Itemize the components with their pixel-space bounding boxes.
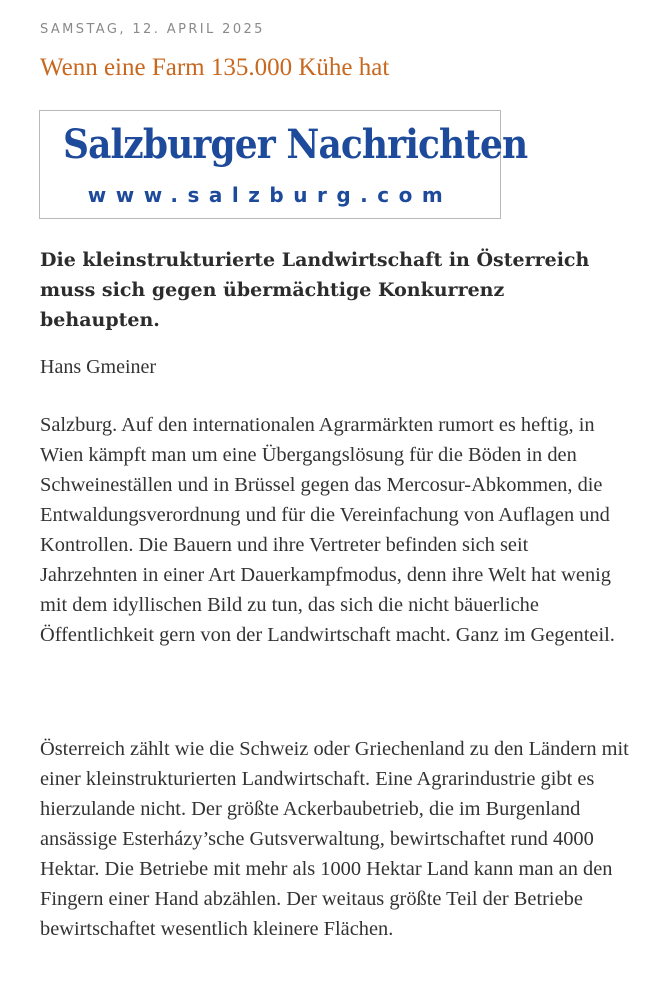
article-date: SAMSTAG, 12. APRIL 2025 <box>40 22 265 37</box>
article-paragraph: Österreich zählt wie die Schweiz oder Griechenland zu den Ländern mit einer kleinstrukturierten Landwirtschaft. Eine Agrarindustrie gibt es hierzulande nicht. Der größte Ackerbaubetrieb, die im Burgenland ansässige Esterházy’sche Gutsverwaltung, bewirtschaftet rund 4000 Hektar. Die Betriebe mit mehr als 1000 Hektar Land kann man an den Fingern einer Hand abzählen. Der weitaus größte Teil der Betriebe bewirtschaftet wesentlich kleinere Flächen. <box>40 738 629 940</box>
article-author: Hans Gmeiner <box>40 356 157 378</box>
newspaper-logo <box>39 110 528 219</box>
article-title[interactable]: Wenn eine Farm 135.000 Kühe hat <box>40 54 390 81</box>
article-lead: Die kleinstrukturierte Landwirtschaft in Österreich muss sich gegen übermächtige Konkurrenz behaupten. <box>40 249 590 331</box>
article-paragraph: Salzburg. Auf den internationalen Agrarmärkten rumort es heftig, in Wien kämpft man um eine Übergangslösung für die Böden in den Schweineställen und in Brüssel gegen das Mercosur-Abkommen, die Entwaldungsverordnung und für die Vereinfachung von Auflagen und Kontrollen. Die Bauern und ihre Vertreter befinden sich seit Jahrzehnten in einer Art Dauerkampfmodus, denn ihre Welt hat wenig mit dem idyllischen Bild zu tun, das sich die nicht bäuerliche Öffentlichkeit gern von der Landwirtschaft macht. Ganz im Gegenteil. <box>40 414 615 646</box>
logo-url: www.salzburg.com <box>87 183 453 207</box>
logo-wordmark: Salzburger Nachrichten <box>63 121 528 168</box>
